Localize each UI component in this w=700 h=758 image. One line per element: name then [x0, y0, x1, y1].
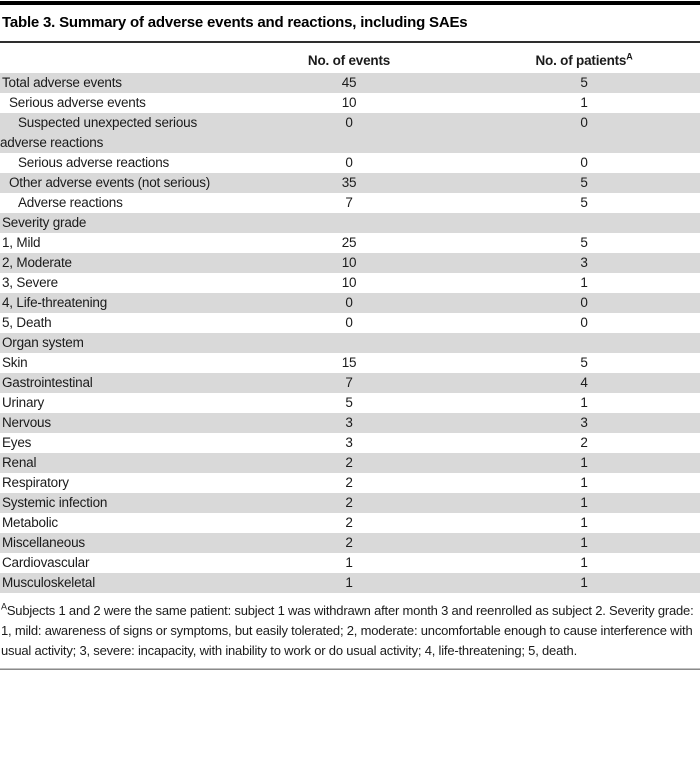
row-label: Total adverse events: [2, 75, 122, 90]
patients-value: 0: [580, 115, 588, 130]
events-value: 0: [345, 115, 353, 130]
row-label: Organ system: [2, 335, 84, 350]
patients-value: 1: [580, 95, 588, 110]
events-value: 45: [341, 75, 357, 90]
table-row: [0, 233, 700, 253]
patients-value: 3: [580, 255, 588, 270]
patients-value: 5: [580, 235, 588, 250]
patients-value: 3: [580, 415, 588, 430]
patients-value: 1: [580, 515, 588, 530]
row-label: Skin: [2, 355, 28, 370]
row-label: Urinary: [2, 395, 45, 410]
table-row: [0, 173, 700, 193]
section-header-row: [0, 213, 700, 233]
patients-value: 2: [580, 435, 588, 450]
row-label: Renal: [2, 455, 37, 470]
patients-value: 5: [580, 355, 588, 370]
row-label: Gastrointestinal: [2, 375, 93, 390]
patients-value: 5: [580, 195, 588, 210]
patients-value: 5: [580, 75, 588, 90]
patients-value: 1: [580, 395, 588, 410]
patients-value: [468, 333, 700, 353]
events-value: 3: [345, 435, 353, 450]
table-row: [0, 273, 700, 293]
events-value: 2: [345, 475, 353, 490]
header-no-of-events: [230, 43, 468, 73]
row-label: Severity grade: [2, 215, 87, 230]
table-row: [0, 393, 700, 413]
patients-value: 1: [580, 575, 588, 590]
events-value: 3: [345, 415, 353, 430]
patients-value: 1: [580, 535, 588, 550]
table-row: [0, 533, 700, 553]
table-row: [0, 153, 700, 173]
row-label: Respiratory: [2, 475, 69, 490]
row-label: 4, Life-threatening: [2, 295, 108, 310]
header-no-of-events-label: No. of events: [307, 53, 391, 68]
row-label: Nervous: [2, 415, 51, 430]
table-row: [0, 293, 700, 313]
patients-value: 1: [580, 555, 588, 570]
table-row: [0, 513, 700, 533]
patients-value: 4: [580, 375, 588, 390]
table-title: Table 3. Summary of adverse events and reactions, including SAEs: [2, 14, 468, 31]
row-label: 1, Mild: [2, 235, 41, 250]
table-row: [0, 373, 700, 393]
row-label: Systemic infection: [2, 495, 108, 510]
events-value: 10: [341, 275, 357, 290]
section-header-row: [0, 333, 700, 353]
events-value: 0: [345, 295, 353, 310]
row-label: Miscellaneous: [2, 535, 85, 550]
row-label: Other adverse events (not serious): [9, 175, 211, 190]
patients-value: 0: [580, 295, 588, 310]
table-row: [0, 93, 700, 113]
events-value: [230, 213, 468, 233]
row-label: 3, Severe: [2, 275, 58, 290]
table-row: [0, 573, 700, 593]
table-row: [0, 473, 700, 493]
events-value: 5: [345, 395, 353, 410]
events-value: 15: [341, 355, 357, 370]
table-row: [0, 433, 700, 453]
events-value: 7: [345, 375, 353, 390]
row-label: Serious adverse events: [9, 95, 146, 110]
footnote-marker-superscript: A: [626, 51, 633, 62]
table-row: [0, 493, 700, 513]
events-value: 1: [345, 555, 353, 570]
bottom-rule: [0, 668, 700, 670]
row-label: Suspected unexpected serious adverse reactions: [0, 115, 198, 150]
table-row: [0, 413, 700, 433]
row-label: 2, Moderate: [2, 255, 72, 270]
table-row: [0, 553, 700, 573]
row-label: Cardiovascular: [2, 555, 90, 570]
events-value: 35: [341, 175, 357, 190]
header-no-of-patients: [468, 43, 700, 73]
row-label: 5, Death: [2, 315, 52, 330]
row-label: Adverse reactions: [18, 195, 123, 210]
events-value: 0: [345, 155, 353, 170]
events-value: 2: [345, 535, 353, 550]
row-label: Metabolic: [2, 515, 58, 530]
header-empty-cell: [0, 43, 230, 73]
adverse-events-table: [0, 43, 700, 593]
patients-value: 1: [580, 475, 588, 490]
header-row: [0, 43, 700, 73]
row-label: Serious adverse reactions: [18, 155, 170, 170]
table-body: [0, 73, 700, 593]
events-value: 0: [345, 315, 353, 330]
events-value: 2: [345, 515, 353, 530]
table-row: [0, 113, 700, 153]
table-page: [0, 1, 700, 670]
events-value: 10: [341, 255, 357, 270]
events-value: 2: [345, 455, 353, 470]
events-value: 1: [345, 575, 353, 590]
footnote-marker-superscript: A: [1, 601, 7, 612]
events-value: 2: [345, 495, 353, 510]
table-row: [0, 73, 700, 93]
table-footnote: [0, 601, 700, 661]
patients-value: 0: [580, 155, 588, 170]
patients-value: [468, 213, 700, 233]
events-value: 7: [345, 195, 353, 210]
patients-value: 5: [580, 175, 588, 190]
events-value: [230, 333, 468, 353]
patients-value: 1: [580, 495, 588, 510]
events-value: 25: [341, 235, 357, 250]
table-row: [0, 253, 700, 273]
table-row: [0, 313, 700, 333]
table-row: [0, 453, 700, 473]
table-row: [0, 353, 700, 373]
row-label: Musculoskeletal: [2, 575, 96, 590]
header-no-of-patients-label: No. of patients: [535, 53, 627, 68]
patients-value: 1: [580, 275, 588, 290]
patients-value: 0: [580, 315, 588, 330]
events-value: 10: [341, 95, 357, 110]
patients-value: 1: [580, 455, 588, 470]
table-row: [0, 193, 700, 213]
footnote-text: Subjects 1 and 2 were the same patient: subject 1 was withdrawn after month 3 and reenrolled as subject 2. Severity grade: 1, mild: awareness of signs or symptoms, but easily tolerated; 2, moderate: uncomfortable enough to cause interference with usual activity; 3, severe: incapacity, with inability to work or do usual activity; 4, life-threatening; 5, death.: [1, 603, 694, 658]
row-label: Eyes: [2, 435, 32, 450]
